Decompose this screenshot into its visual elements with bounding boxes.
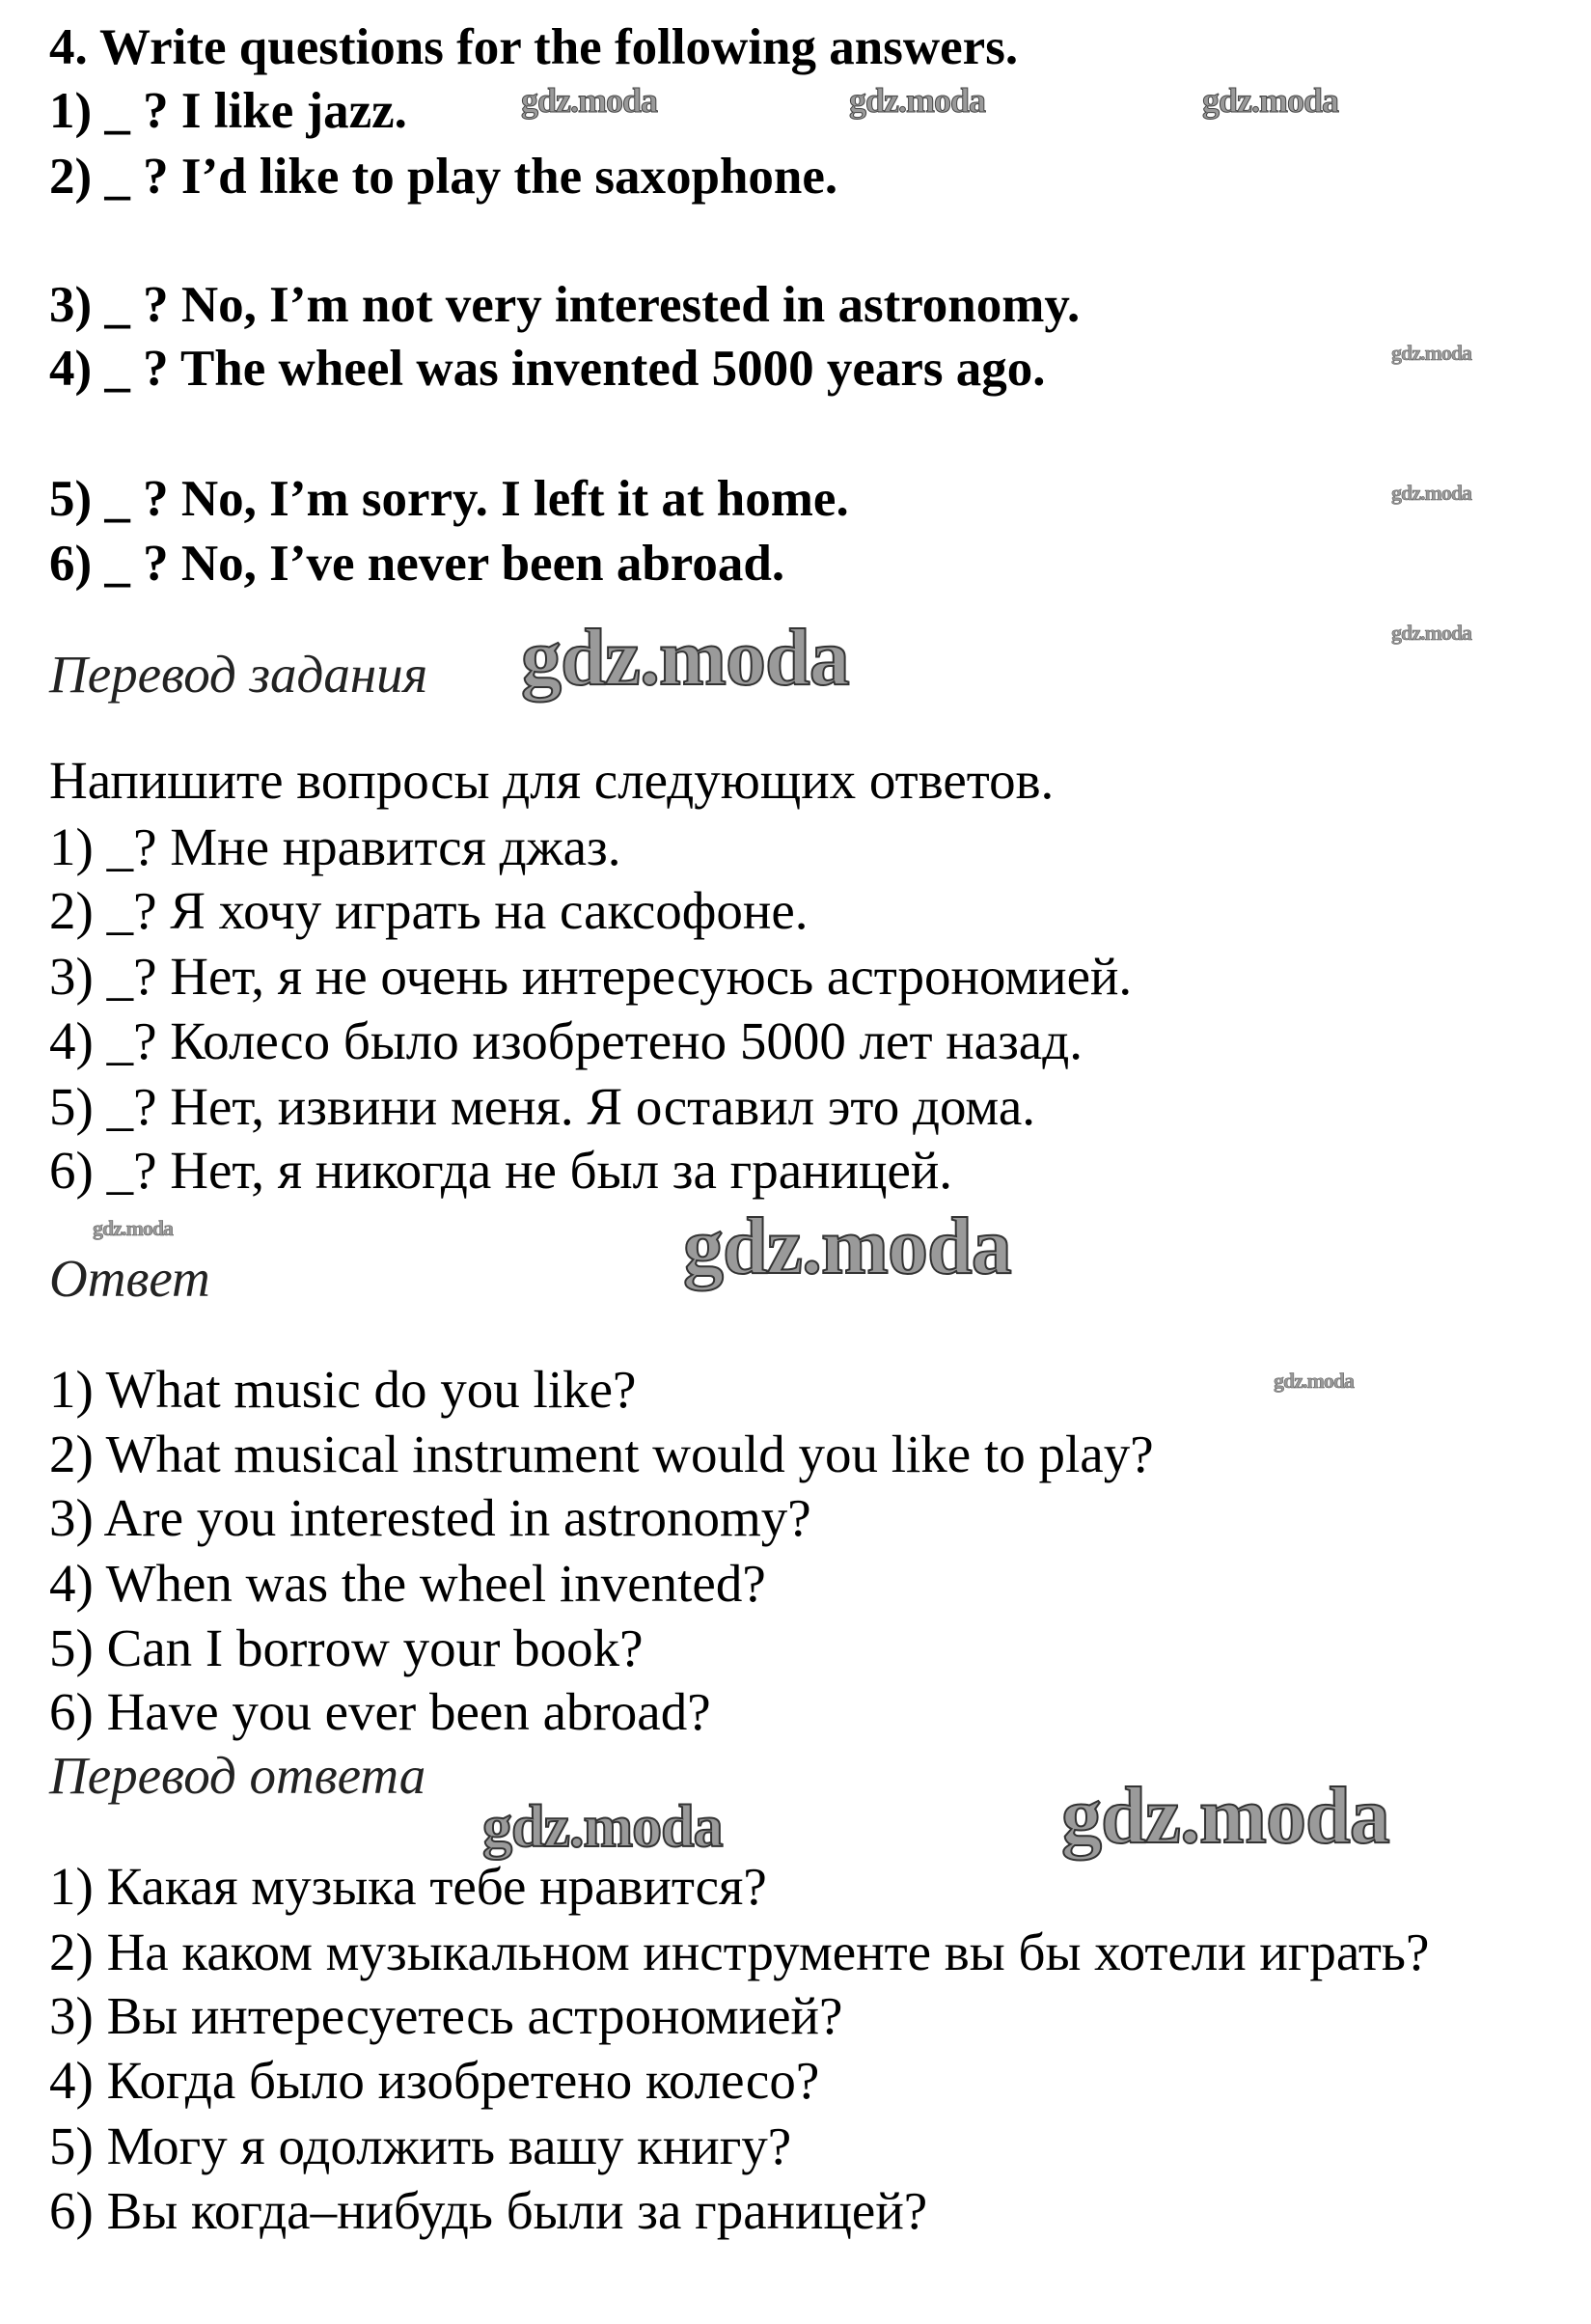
watermark: gdz.moda bbox=[1391, 481, 1472, 505]
answer-heading: Ответ bbox=[49, 1249, 210, 1308]
task-translation-title: Напишите вопросы для следующих ответов. bbox=[49, 751, 1055, 810]
task-translation-item: 4) _? Колесо было изобретено 5000 лет назад. bbox=[49, 1011, 1083, 1070]
watermark: gdz.moda bbox=[849, 81, 986, 120]
answer-item: 3) Are you interested in astronomy? bbox=[49, 1488, 811, 1547]
task-translation-item: 5) _? Нет, извини меня. Я оставил это дома. bbox=[49, 1077, 1036, 1136]
task-item: 1) _ ? I like jazz. bbox=[49, 83, 407, 139]
task-item: 5) _ ? No, I’m sorry. I left it at home. bbox=[49, 471, 849, 527]
answer-translation-item: 4) Когда было изобретено колесо? bbox=[49, 2051, 820, 2110]
watermark: gdz.moda bbox=[521, 81, 658, 120]
task-item: 2) _ ? I’d like to play the saxophone. bbox=[49, 149, 838, 205]
watermark: gdz.moda bbox=[1274, 1369, 1355, 1393]
answer-item: 1) What music do you like? bbox=[49, 1360, 637, 1419]
answer-item: 2) What musical instrument would you like to play? bbox=[49, 1425, 1154, 1483]
watermark: gdz.moda bbox=[683, 1202, 1011, 1291]
task-translation-item: 1) _? Мне нравится джаз. bbox=[49, 817, 621, 876]
watermark: gdz.moda bbox=[1202, 81, 1339, 120]
answer-translation-item: 1) Какая музыка тебе нравится? bbox=[49, 1857, 767, 1916]
watermark: gdz.moda bbox=[1391, 621, 1472, 645]
task-item: 3) _ ? No, I’m not very interested in astronomy. bbox=[49, 277, 1081, 333]
answer-translation-item: 6) Вы когда–нибудь были за границей? bbox=[49, 2181, 928, 2240]
task-item: 6) _ ? No, I’ve never been abroad. bbox=[49, 536, 785, 592]
answer-translation-item: 5) Могу я одолжить вашу книгу? bbox=[49, 2116, 792, 2175]
answer-translation-heading: Перевод ответа bbox=[49, 1746, 426, 1805]
task-translation-item: 6) _? Нет, я никогда не был за границей. bbox=[49, 1141, 953, 1200]
task-item: 4) _ ? The wheel was invented 5000 years ago. bbox=[49, 341, 1046, 397]
task-translation-item: 3) _? Нет, я не очень интересуюсь астрономией. bbox=[49, 947, 1133, 1006]
watermark: gdz.moda bbox=[1391, 341, 1472, 365]
answer-translation-item: 2) На каком музыкальном инструменте вы бы хотели играть? bbox=[49, 1923, 1430, 1981]
answer-item: 4) When was the wheel invented? bbox=[49, 1554, 766, 1613]
watermark: gdz.moda bbox=[93, 1216, 174, 1240]
watermark: gdz.moda bbox=[1061, 1771, 1389, 1861]
answer-item: 6) Have you ever been abroad? bbox=[49, 1682, 711, 1741]
watermark: gdz.moda bbox=[482, 1794, 723, 1860]
task-translation-item: 2) _? Я хочу играть на саксофоне. bbox=[49, 881, 809, 940]
task-title: 4. Write questions for the following answers. bbox=[49, 19, 1019, 75]
task-translation-heading: Перевод задания bbox=[49, 645, 428, 704]
watermark: gdz.moda bbox=[521, 613, 849, 703]
answer-item: 5) Can I borrow your book? bbox=[49, 1618, 644, 1677]
answer-translation-item: 3) Вы интересуетесь астрономией? bbox=[49, 1986, 843, 2045]
